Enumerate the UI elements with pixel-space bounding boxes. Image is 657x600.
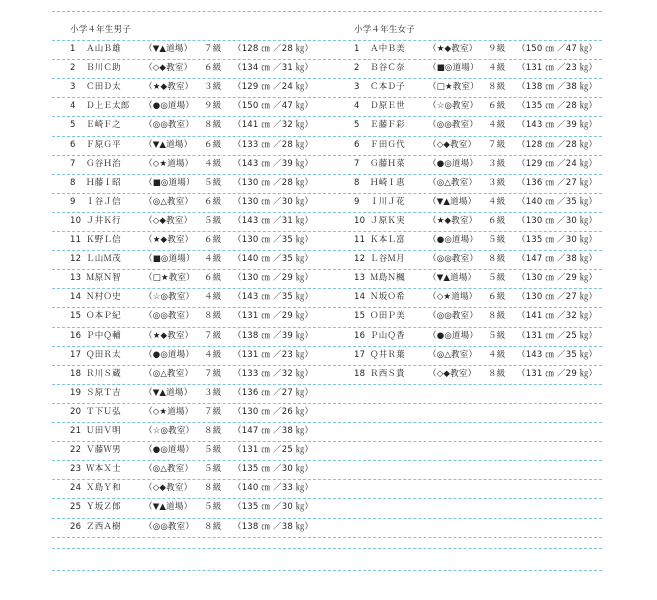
student-stats: （130 ㎝ ／26 ㎏）	[233, 406, 314, 417]
student-room: （▼▲道場）	[428, 273, 477, 284]
student-stats: （138 ㎝ ／38 ㎏）	[233, 521, 314, 532]
student-grade: ８級	[488, 311, 506, 322]
student-stats: （135 ㎝ ／30 ㎏）	[233, 502, 314, 513]
student-stats: （136 ㎝ ／27 ㎏）	[517, 177, 598, 188]
student-name: Ａ中Ｂ美	[370, 44, 405, 54]
student-room: （◎△教室）	[428, 349, 478, 360]
student-grade: ８級	[204, 120, 222, 131]
student-name: Ｉ川Ｊ花	[370, 196, 405, 207]
student-num: 3	[70, 82, 76, 93]
student-stats: （143 ㎝ ／31 ㎏）	[233, 215, 314, 226]
student-room: （●◎道場）	[144, 445, 195, 456]
student-stats: （130 ㎝ ／30 ㎏）	[517, 215, 598, 226]
student-num: 12	[70, 254, 82, 265]
student-grade: ５級	[488, 273, 506, 284]
student-num: 9	[70, 196, 76, 207]
student-room: （▼▲道場）	[144, 139, 193, 150]
student-room: （☆◎教室）	[144, 292, 195, 303]
student-num: 10	[70, 215, 82, 226]
student-name: Ｄ上Ｅ太郎	[86, 101, 130, 112]
student-grade: ４級	[204, 158, 222, 169]
student-grade: ６級	[204, 63, 222, 74]
student-num: 16	[354, 330, 366, 341]
student-room: （◎◎教室）	[144, 311, 195, 322]
student-name: Ｗ本Ｘ士	[86, 464, 121, 475]
student-stats: （147 ㎝ ／38 ㎏）	[517, 254, 598, 265]
student-num: 24	[70, 483, 82, 494]
student-num: 20	[70, 406, 82, 417]
boys-heading: 小学４年生男子	[70, 25, 131, 35]
ruled-line	[52, 422, 602, 423]
student-room: （◇★道場）	[144, 406, 194, 417]
student-num: 4	[70, 101, 76, 112]
student-stats: （129 ㎝ ／24 ㎏）	[517, 158, 598, 169]
student-stats: （133 ㎝ ／28 ㎏）	[233, 139, 314, 150]
student-room: （◎◎教室）	[144, 521, 195, 532]
student-grade: ８級	[204, 483, 222, 494]
student-stats: （130 ㎝ ／27 ㎏）	[517, 292, 598, 303]
student-grade: ７級	[204, 44, 222, 54]
student-name: Ｐ中Ｑ輔	[86, 330, 121, 341]
student-grade: ６級	[204, 196, 222, 207]
student-num: 15	[70, 311, 82, 322]
student-room: （◎◎教室）	[144, 120, 195, 131]
student-name: Ｊ原Ｋ実	[370, 215, 405, 226]
student-room: （▼▲道場）	[428, 196, 477, 207]
ruled-line	[52, 460, 602, 461]
student-stats: （140 ㎝ ／35 ㎏）	[517, 196, 598, 207]
student-room: （◇◆教室）	[144, 483, 193, 494]
student-num: 11	[354, 235, 366, 245]
student-grade: ４級	[488, 63, 506, 74]
student-room: （▼▲道場）	[144, 502, 193, 513]
student-stats: （131 ㎝ ／29 ㎏）	[233, 311, 314, 322]
student-grade: ８級	[488, 368, 506, 379]
ruled-line	[52, 498, 602, 499]
student-num: 1	[70, 44, 76, 54]
student-stats: （138 ㎝ ／38 ㎏）	[517, 82, 598, 93]
student-grade: ５級	[488, 330, 506, 341]
student-name: Ｔ下Ｕ弘	[86, 406, 121, 417]
student-num: 3	[354, 82, 360, 93]
girls-heading: 小学４年生女子	[354, 25, 415, 35]
student-num: 4	[354, 101, 360, 112]
student-room: （★◆教室）	[428, 44, 478, 54]
student-stats: （133 ㎝ ／32 ㎏）	[233, 368, 314, 379]
ruled-line	[52, 384, 602, 385]
student-stats: （130 ㎝ ／35 ㎏）	[233, 235, 314, 245]
student-name: Ｎ坂Ｏ希	[370, 292, 405, 303]
student-room: （★◆教室）	[144, 82, 194, 93]
student-room: （◎△教室）	[144, 196, 194, 207]
student-grade: ３級	[488, 158, 506, 169]
student-grade: ６級	[488, 215, 506, 226]
student-stats: （129 ㎝ ／24 ㎏）	[233, 82, 314, 93]
student-stats: （131 ㎝ ／23 ㎏）	[233, 349, 314, 360]
student-room: （●◎道場）	[428, 235, 479, 245]
student-stats: （138 ㎝ ／39 ㎏）	[233, 330, 314, 341]
student-num: 22	[70, 445, 82, 456]
student-num: 13	[70, 273, 82, 284]
student-num: 8	[354, 177, 360, 188]
student-name: Ｋ本Ｌ富	[370, 235, 405, 245]
student-num: 17	[70, 349, 82, 360]
student-name: Ｕ田Ｖ明	[86, 426, 121, 436]
student-num: 14	[70, 292, 82, 303]
student-num: 8	[70, 177, 76, 188]
student-num: 17	[354, 349, 366, 360]
student-grade: ６級	[204, 139, 222, 150]
student-grade: ３級	[204, 82, 222, 93]
ruled-line	[52, 548, 602, 549]
student-room: （◎△教室）	[428, 177, 478, 188]
student-room: （◇◆教室）	[428, 139, 477, 150]
student-name: Ｂ谷Ｃ奈	[370, 63, 405, 74]
student-room: （◇◆教室）	[144, 215, 193, 226]
student-name: Ｒ西Ｓ貴	[370, 368, 405, 379]
student-name: Ｙ坂Ｚ郎	[86, 502, 121, 513]
ruled-line	[52, 441, 602, 442]
student-num: 11	[70, 235, 82, 245]
student-grade: ５級	[204, 177, 222, 188]
student-name: Ｑ井Ｒ葉	[370, 349, 405, 360]
student-num: 5	[70, 120, 76, 131]
student-num: 7	[70, 158, 76, 169]
student-stats: （143 ㎝ ／35 ㎏）	[233, 292, 314, 303]
student-stats: （141 ㎝ ／32 ㎏）	[517, 311, 598, 322]
student-name: Ｓ原Ｔ吉	[86, 387, 121, 398]
student-stats: （141 ㎝ ／32 ㎏）	[233, 120, 314, 131]
student-name: Ｃ田Ｄ太	[86, 82, 121, 93]
ruled-line	[52, 537, 602, 538]
student-name: Ｋ野Ｌ信	[86, 235, 121, 245]
student-room: （◎△教室）	[144, 368, 194, 379]
student-name: Ｏ本Ｐ紀	[86, 311, 121, 322]
student-stats: （140 ㎝ ／35 ㎏）	[233, 254, 314, 265]
student-grade: ４級	[488, 349, 506, 360]
student-grade: ７級	[204, 368, 222, 379]
student-num: 7	[354, 158, 360, 169]
student-stats: （131 ㎝ ／23 ㎏）	[517, 63, 598, 74]
student-stats: （135 ㎝ ／28 ㎏）	[517, 101, 598, 112]
student-stats: （143 ㎝ ／39 ㎏）	[517, 120, 598, 131]
student-stats: （128 ㎝ ／28 ㎏）	[517, 139, 598, 150]
student-grade: ４級	[204, 349, 222, 360]
student-room: （◇★道場）	[428, 292, 478, 303]
student-room: （●◎道場）	[428, 158, 479, 169]
student-stats: （131 ㎝ ／25 ㎏）	[517, 330, 598, 341]
student-name: Ｘ島Ｙ和	[86, 483, 121, 494]
student-room: （▼▲道場）	[144, 44, 193, 54]
student-stats: （135 ㎝ ／30 ㎏）	[517, 235, 598, 245]
student-stats: （143 ㎝ ／35 ㎏）	[517, 349, 598, 360]
student-room: （■◎道場）	[428, 63, 479, 74]
student-room: （▼▲道場）	[144, 387, 193, 398]
student-room: （◎◎教室）	[428, 254, 479, 265]
student-name: Ｅ藤Ｆ彩	[370, 120, 405, 131]
student-stats: （130 ㎝ ／29 ㎏）	[517, 273, 598, 284]
student-stats: （134 ㎝ ／31 ㎏）	[233, 63, 314, 74]
student-room: （□★教室）	[144, 273, 195, 284]
student-room: （●◎道場）	[144, 349, 195, 360]
student-num: 1	[354, 44, 360, 54]
student-num: 18	[354, 368, 366, 379]
student-name: Ｈ藤Ｉ昭	[86, 177, 121, 188]
student-num: 13	[354, 273, 366, 284]
student-grade: ４級	[488, 120, 506, 131]
student-grade: ８級	[488, 82, 506, 93]
student-grade: ５級	[204, 502, 222, 513]
student-room: （★◆教室）	[428, 215, 478, 226]
student-name: Ｈ崎Ｉ恵	[370, 177, 405, 188]
student-num: 10	[354, 215, 366, 226]
student-name: Ｐ山Ｑ香	[370, 330, 405, 341]
student-name: Ｑ田Ｒ太	[86, 349, 121, 360]
student-grade: ９級	[204, 101, 222, 112]
student-grade: ５級	[204, 445, 222, 456]
student-stats: （136 ㎝ ／27 ㎏）	[233, 387, 314, 398]
student-num: 2	[70, 63, 76, 74]
student-grade: ８級	[204, 521, 222, 532]
student-name: Ｌ山Ｍ茂	[86, 254, 121, 265]
student-room: （★◆教室）	[144, 235, 194, 245]
student-stats: （150 ㎝ ／47 ㎏）	[517, 44, 598, 54]
student-grade: ４級	[204, 292, 222, 303]
student-room: （☆◎教室）	[144, 426, 195, 436]
student-grade: ９級	[488, 44, 506, 54]
student-room: （●◎道場）	[428, 330, 479, 341]
student-name: Ｍ島Ｎ楓	[370, 273, 405, 284]
ruled-line	[52, 479, 602, 480]
student-name: Ｏ田Ｐ美	[370, 311, 405, 322]
student-num: 25	[70, 502, 82, 513]
student-grade: ３級	[204, 387, 222, 398]
student-stats: （150 ㎝ ／47 ㎏）	[233, 101, 314, 112]
student-name: Ｉ谷Ｊ信	[86, 196, 121, 207]
student-grade: ３級	[488, 177, 506, 188]
student-grade: ７級	[488, 139, 506, 150]
student-room: （◎◎教室）	[428, 311, 479, 322]
student-stats: （128 ㎝ ／28 ㎏）	[233, 44, 314, 54]
student-stats: （135 ㎝ ／30 ㎏）	[233, 464, 314, 475]
student-num: 12	[354, 254, 366, 265]
student-grade: ５級	[204, 464, 222, 475]
student-num: 6	[70, 139, 76, 150]
student-stats: （140 ㎝ ／33 ㎏）	[233, 483, 314, 494]
student-name: Ｖ藤Ｗ男	[86, 445, 121, 456]
student-name: Ｇ藤Ｈ菜	[370, 158, 405, 169]
student-grade: ６級	[488, 101, 506, 112]
student-num: 2	[354, 63, 360, 74]
student-num: 18	[70, 368, 82, 379]
student-name: Ｆ田Ｇ代	[370, 139, 405, 150]
ruled-line	[52, 403, 602, 404]
student-stats: （130 ㎝ ／30 ㎏）	[233, 196, 314, 207]
student-name: Ｆ原Ｇ平	[86, 139, 121, 150]
student-room: （◎◎教室）	[428, 120, 479, 131]
student-stats: （143 ㎝ ／39 ㎏）	[233, 158, 314, 169]
student-grade: ６級	[204, 273, 222, 284]
student-name: Ｃ本Ｄ子	[370, 82, 405, 93]
student-name: Ｒ川Ｓ蔵	[86, 368, 121, 379]
student-num: 14	[354, 292, 366, 303]
student-name: Ａ山Ｂ雄	[86, 44, 121, 54]
student-room: （★◆教室）	[144, 330, 194, 341]
student-num: 6	[354, 139, 360, 150]
student-grade: ７級	[204, 406, 222, 417]
student-num: 5	[354, 120, 360, 131]
student-name: Ｌ谷Ｍ月	[370, 254, 405, 265]
student-grade: ５級	[488, 235, 506, 245]
student-grade: ４級	[488, 196, 506, 207]
student-room: （◎△教室）	[144, 464, 194, 475]
student-room: （◇◆教室）	[428, 368, 477, 379]
student-num: 9	[354, 196, 360, 207]
student-stats: （131 ㎝ ／29 ㎏）	[517, 368, 598, 379]
student-room: （◇◆教室）	[144, 63, 193, 74]
student-grade: ８級	[204, 426, 222, 436]
student-stats: （130 ㎝ ／28 ㎏）	[233, 177, 314, 188]
student-name: Ｇ谷Ｈ治	[86, 158, 121, 169]
student-room: （■◎道場）	[144, 254, 195, 265]
student-room: （■◎道場）	[144, 177, 195, 188]
student-name: Ｊ井Ｋ行	[86, 215, 121, 226]
student-stats: （147 ㎝ ／38 ㎏）	[233, 426, 314, 436]
ruled-line	[52, 518, 602, 519]
student-num: 21	[70, 426, 82, 436]
student-room: （□★教室）	[428, 82, 479, 93]
student-room: （●◎道場）	[144, 101, 195, 112]
student-name: Ｍ原Ｎ智	[86, 273, 121, 284]
ruled-line	[52, 11, 602, 12]
student-stats: （131 ㎝ ／25 ㎏）	[233, 445, 314, 456]
student-grade: ７級	[204, 330, 222, 341]
student-grade: ４級	[204, 254, 222, 265]
student-name: Ｎ村Ｏ史	[86, 292, 121, 303]
student-grade: ８級	[488, 254, 506, 265]
student-grade: ８級	[204, 311, 222, 322]
ruled-line	[52, 570, 602, 571]
student-num: 16	[70, 330, 82, 341]
student-stats: （130 ㎝ ／29 ㎏）	[233, 273, 314, 284]
student-name: Ｄ原Ｅ世	[370, 101, 405, 112]
student-num: 26	[70, 521, 82, 532]
student-num: 23	[70, 464, 82, 475]
student-num: 15	[354, 311, 366, 322]
student-room: （◇★道場）	[144, 158, 194, 169]
student-grade: ６級	[204, 235, 222, 245]
student-name: Ｂ川Ｃ助	[86, 63, 121, 74]
student-name: Ｚ西Ａ樹	[86, 521, 121, 532]
student-room: （☆◎教室）	[428, 101, 479, 112]
student-name: Ｅ崎Ｆ之	[86, 120, 121, 131]
student-grade: ６級	[488, 292, 506, 303]
student-num: 19	[70, 387, 82, 398]
student-grade: ５級	[204, 215, 222, 226]
